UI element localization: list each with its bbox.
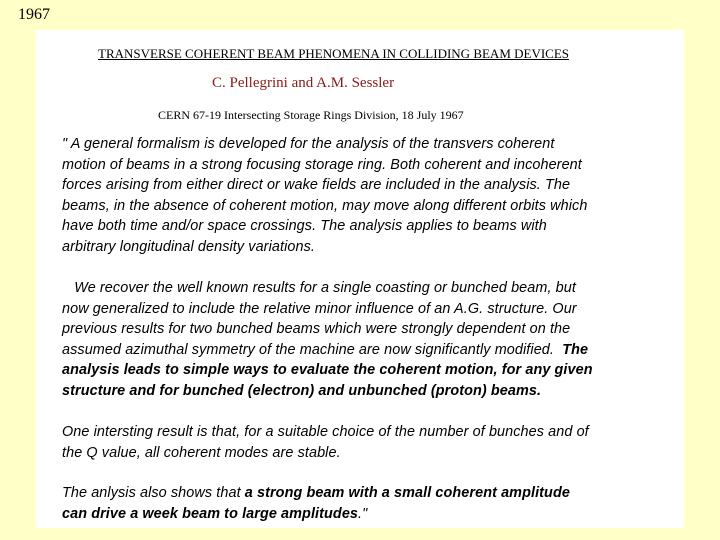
abstract-paragraph-2	[62, 278, 684, 401]
abstract-line: forces arising from either direct or wake fields are included in the analysis. The	[62, 177, 571, 193]
abstract-line: previous results for two bunched beams which were strongly dependent on the	[62, 321, 571, 337]
abstract-paragraph-4	[62, 483, 684, 524]
abstract-bold-text: can drive a week beam to large amplitudes	[62, 505, 359, 522]
abstract-line	[62, 340, 684, 361]
abstract-line: motion of beams in a strong focusing storage ring. Both coherent and incoherent	[62, 156, 582, 173]
abstract-line: " A general formalism is developed for the analysis of the transvers coherent	[62, 136, 555, 152]
abstract-text: ."	[358, 505, 368, 522]
abstract-line: now generalized to include the relative minor influence of an A.G. structure. Our	[62, 300, 577, 317]
abstract-line: arbitrary longitudinal density variations.	[62, 238, 315, 255]
abstract-paragraph-1	[62, 134, 684, 257]
abstract-line: have both time and/or space crossings. The analysis applies to beams with	[62, 218, 547, 234]
abstract-line: We recover the well known results for a single coasting or bunched beam, but	[62, 280, 576, 296]
slide-panel	[36, 30, 684, 528]
document-authors: C. Pellegrini and A.M. Sessler	[212, 75, 395, 91]
abstract-line: the Q value, all coherent modes are stable.	[62, 444, 341, 461]
abstract-text: assumed azimuthal symmetry of the machine are now significantly modified.	[62, 341, 563, 358]
abstract-line	[62, 483, 684, 504]
abstract-bold-line: analysis leads to simple ways to evaluate the coherent motion, for any given	[62, 362, 593, 378]
abstract-bold-text: a strong beam with a small coherent amplitude	[244, 485, 570, 501]
abstract-line: beams, in the absence of coherent motion, may move along different orbits which	[62, 197, 588, 214]
document-title: TRANSVERSE COHERENT BEAM PHENOMENA IN COLLIDING BEAM DEVICES	[98, 46, 570, 61]
abstract-text: The anlysis also shows that	[62, 485, 245, 501]
abstract-paragraph-3	[62, 422, 684, 463]
document-reference: CERN 67-19 Intersecting Storage Rings Division, 18 July 1967	[158, 108, 464, 122]
abstract-bold-text: The	[562, 341, 589, 358]
abstract-bold-line: structure and for bunched (electron) and unbunched (proton) beams.	[62, 382, 542, 399]
abstract-line: One intersting result is that, for a suitable choice of the number of bunches and of	[62, 424, 589, 440]
abstract-line	[62, 504, 684, 525]
year-label: 1967	[18, 6, 50, 23]
